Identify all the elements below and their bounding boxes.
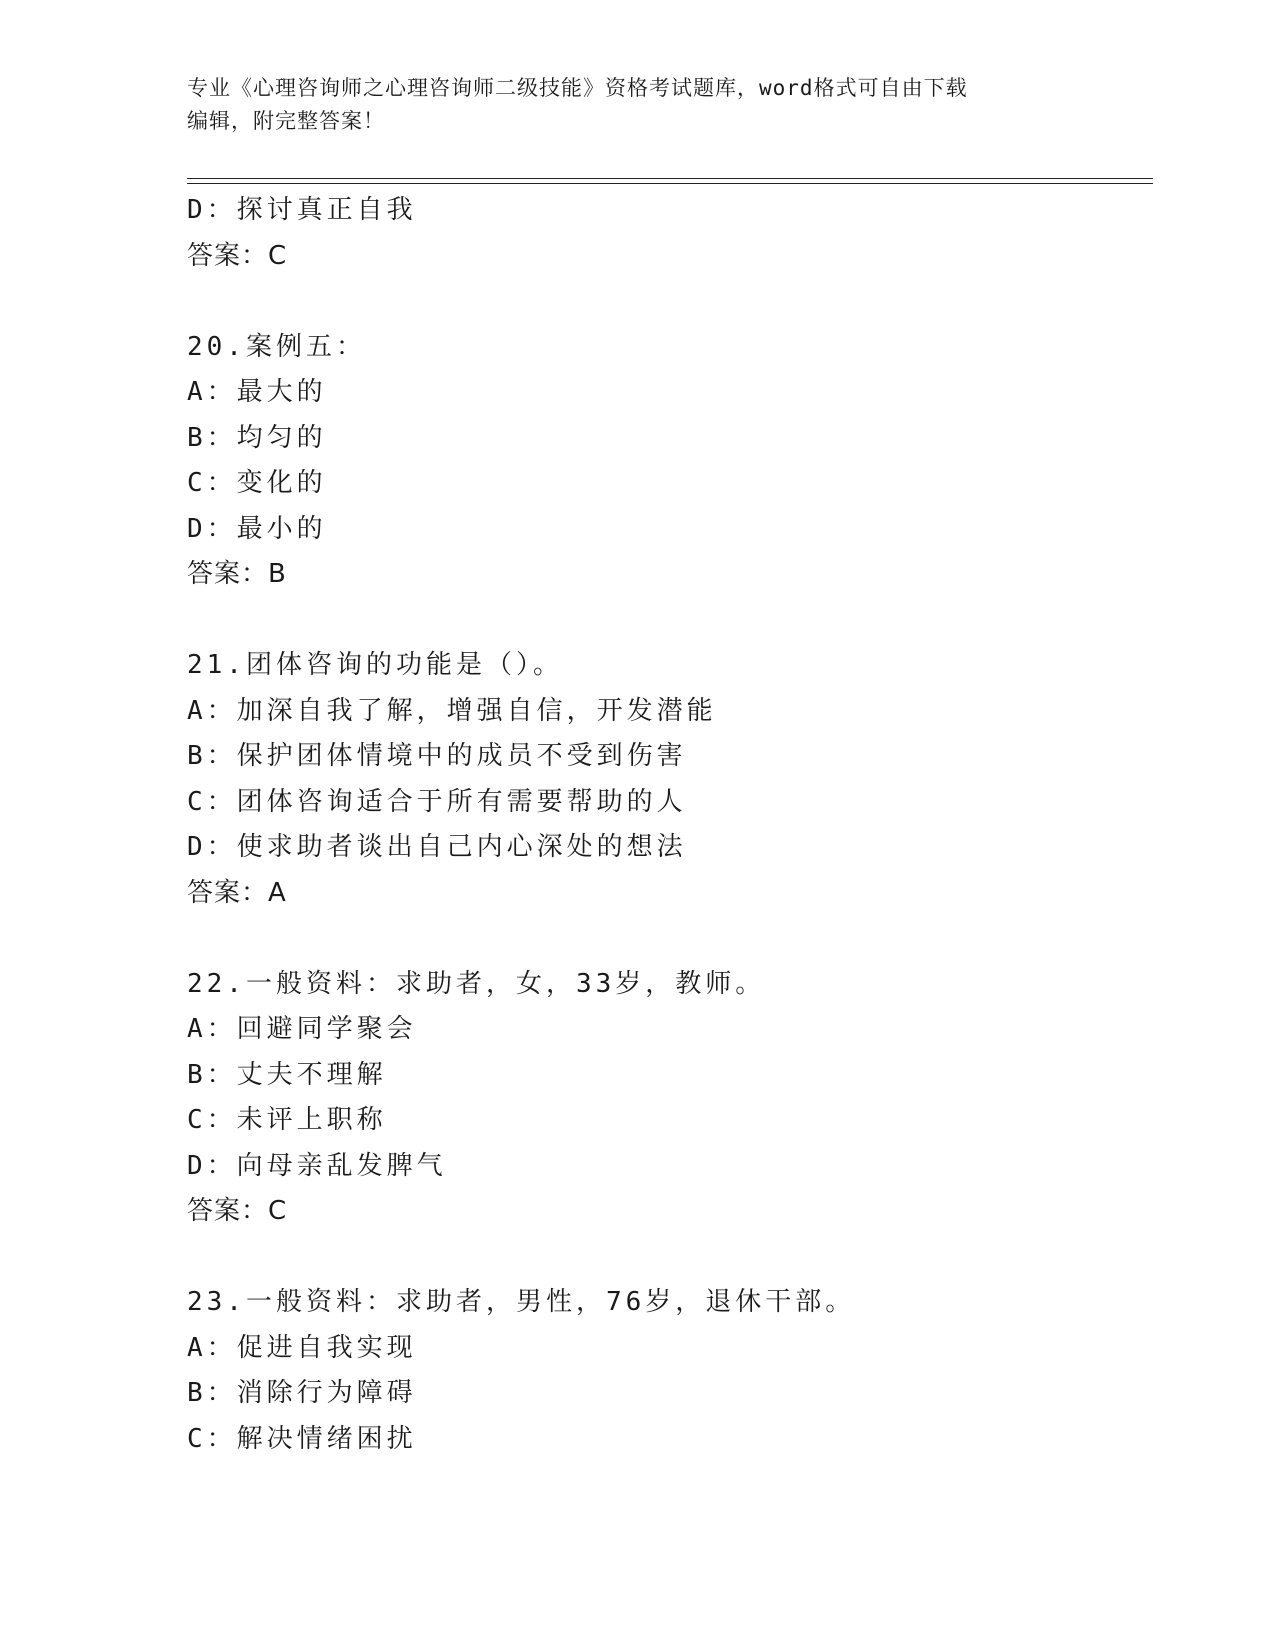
option-a: A：最大的 (187, 377, 327, 407)
question-stem: 20.案例五： (187, 331, 366, 362)
option-d: D：最小的 (187, 513, 327, 544)
option-c: C：变化的 (187, 468, 327, 498)
option-b: B：均匀的 (187, 422, 327, 453)
answer-line: 答案：A (187, 877, 287, 908)
spacer (187, 598, 1147, 644)
option-d: D：向母亲乱发脾气 (187, 1150, 447, 1181)
question-20 (187, 325, 1147, 598)
question-stem: 21.团体咨询的功能是（）。 (187, 650, 563, 680)
option-d: D：使求助者谈出自己内心深处的想法 (187, 832, 687, 862)
document-header (187, 72, 1087, 138)
option-d: D：探讨真正自我 (187, 195, 417, 225)
option-a: A：促进自我实现 (187, 1332, 417, 1363)
option-a: A：加深自我了解，增强自信，开发潜能 (187, 695, 717, 726)
option-a: A：回避同学聚会 (187, 1014, 417, 1044)
answer-line: 答案：C (187, 240, 288, 271)
option-c: C：未评上职称 (187, 1105, 387, 1135)
option-c: C：解决情绪困扰 (187, 1423, 417, 1454)
option-c: C：团体咨询适合于所有需要帮助的人 (187, 786, 687, 817)
option-b: B：保护团体情境中的成员不受到伤害 (187, 741, 687, 771)
spacer (187, 916, 1147, 962)
spacer (187, 1235, 1147, 1281)
question-list (187, 188, 1147, 1462)
question-stem: 23.一般资料：求助者，男性，76岁，退休干部。 (187, 1287, 856, 1317)
question-22 (187, 962, 1147, 1235)
option-b: B：消除行为障碍 (187, 1378, 417, 1408)
header-line-2: 编辑，附完整答案！ (187, 109, 385, 133)
question-21 (187, 643, 1147, 916)
header-line-1: 专业《心理咨询师之心理咨询师二级技能》资格考试题库，word格式可自由下载 (187, 76, 968, 100)
answer-line: 答案：C (187, 1196, 288, 1226)
header-divider-top (187, 178, 1153, 179)
previous-question-tail (187, 188, 1147, 279)
header-divider-bottom (187, 183, 1153, 184)
spacer (187, 279, 1147, 325)
answer-line: 答案：B (187, 559, 287, 589)
option-b: B：丈夫不理解 (187, 1059, 387, 1090)
question-23 (187, 1280, 1147, 1462)
question-stem: 22.一般资料：求助者，女，33岁，教师。 (187, 968, 766, 999)
